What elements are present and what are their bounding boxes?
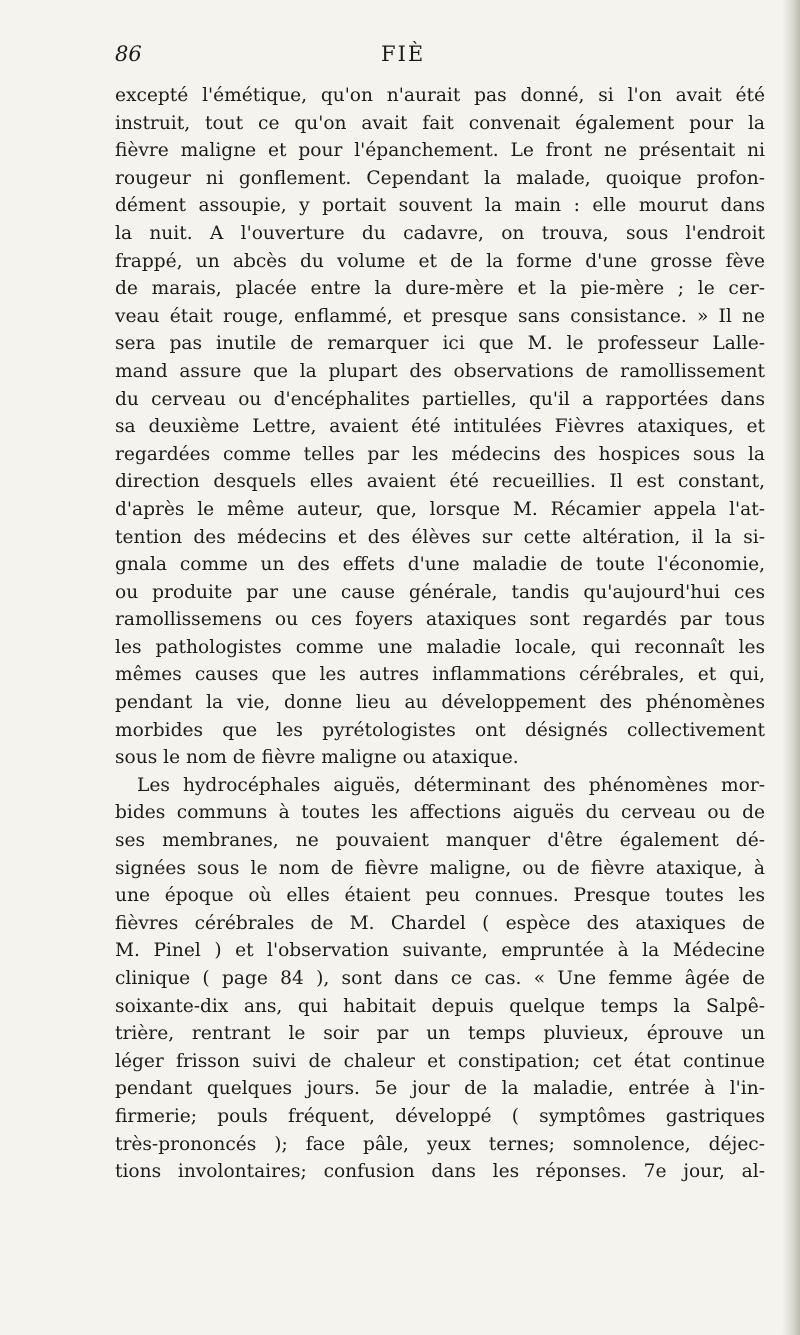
text-line: rougeur ni gonflement. Cependant la malade, quoique profon- xyxy=(115,167,765,189)
text-line: d'après le même auteur, que, lorsque M. Récamier appela l'at- xyxy=(115,498,765,520)
text-line: une époque où elles étaient peu connues. Presque toutes les xyxy=(115,885,765,907)
text-line: mêmes causes que les autres inflammations cérébrales, et qui, xyxy=(115,664,765,686)
body-text xyxy=(115,82,765,1186)
text-line: léger frisson suivi de chaleur et constipation; cet état continue xyxy=(115,1050,765,1072)
text-line: instruit, tout ce qu'on avait fait convenait également pour la xyxy=(115,112,765,134)
text-line: clinique ( page 84 ), sont dans ce cas. « Une femme âgée de xyxy=(115,968,765,989)
text-line: ramollissemens ou ces foyers ataxiques sont regardés par tous xyxy=(115,609,765,631)
text-line: fièvre maligne et pour l'épanchement. Le front ne présentait ni xyxy=(115,140,765,162)
text-line: fièvres cérébrales de M. Chardel ( espèce des ataxiques de xyxy=(115,912,765,934)
text-line: Les hydrocéphales aiguës, déterminant des phénomènes mor- xyxy=(137,774,765,796)
page-number: 86 xyxy=(115,42,142,66)
text-line: de marais, placée entre la dure-mère et la pie-mère ; le cer- xyxy=(115,278,765,300)
text-line: frappé, un abcès du volume et de la forme d'une grosse fève xyxy=(115,250,765,272)
text-line: morbides que les pyrétologistes ont désignés collectivement xyxy=(115,719,765,741)
text-line: dément assoupie, y portait souvent la main : elle mourut dans xyxy=(115,195,765,217)
text-line: bides communs à toutes les affections aiguës du cerveau ou de xyxy=(115,802,765,824)
text-line: veau était rouge, enflammé, et presque sans consistance. » Il ne xyxy=(115,305,765,327)
text-line: ou produite par une cause générale, tandis qu'aujourd'hui ces xyxy=(115,581,765,603)
text-line: les pathologistes comme une maladie locale, qui reconnaît les xyxy=(115,636,765,658)
page-edge-shadow xyxy=(782,0,800,1335)
text-line: direction desquels elles avaient été recueillies. Il est constant, xyxy=(115,471,765,493)
text-line: pendant la vie, donne lieu au développement des phénomènes xyxy=(115,692,765,714)
text-line: soixante-dix ans, qui habitait depuis quelque temps la Salpê- xyxy=(115,995,765,1017)
text-line: tions involontaires; confusion dans les réponses. 7e jour, al- xyxy=(115,1161,765,1183)
text-line: mand assure que la plupart des observations de ramollissement xyxy=(115,360,765,382)
text-line: excepté l'émétique, qu'on n'aurait pas donné, si l'on avait été xyxy=(115,85,765,106)
text-line: tention des médecins et des élèves sur cette altération, il la si- xyxy=(115,526,765,548)
text-line: du cerveau ou d'encéphalites partielles, qu'il a rapportées dans xyxy=(115,388,765,410)
text-line: regardées comme telles par les médecins des hospices sous la xyxy=(115,443,765,465)
text-line: sa deuxième Lettre, avaient été intitulées Fièvres ataxiques, et xyxy=(115,416,765,438)
text-line: très-prononcés ); face pâle, yeux ternes; somnolence, déjec- xyxy=(115,1133,765,1155)
running-head: FIÈ xyxy=(381,42,426,66)
text-line: pendant quelques jours. 5e jour de la maladie, entrée à l'in- xyxy=(115,1078,765,1100)
text-line: M. Pinel ) et l'observation suivante, empruntée à la Médecine xyxy=(115,940,765,962)
text-line: la nuit. A l'ouverture du cadavre, on trouva, sous l'endroit xyxy=(115,222,765,244)
text-line: ses membranes, ne pouvaient manquer d'être également dé- xyxy=(115,830,765,852)
text-line: signées sous le nom de fièvre maligne, ou de fièvre ataxique, à xyxy=(115,857,765,879)
text-line: sera pas inutile de remarquer ici que M. le professeur Lalle- xyxy=(115,333,765,355)
text-line: firmerie; pouls fréquent, développé ( symptômes gastriques xyxy=(115,1105,765,1127)
text-line: trière, rentrant le soir par un temps pluvieux, éprouve un xyxy=(115,1023,765,1045)
text-line: gnala comme un des effets d'une maladie de toute l'économie, xyxy=(115,554,765,576)
page-header xyxy=(115,42,675,82)
text-line: sous le nom de fièvre maligne ou ataxique. xyxy=(115,747,519,769)
